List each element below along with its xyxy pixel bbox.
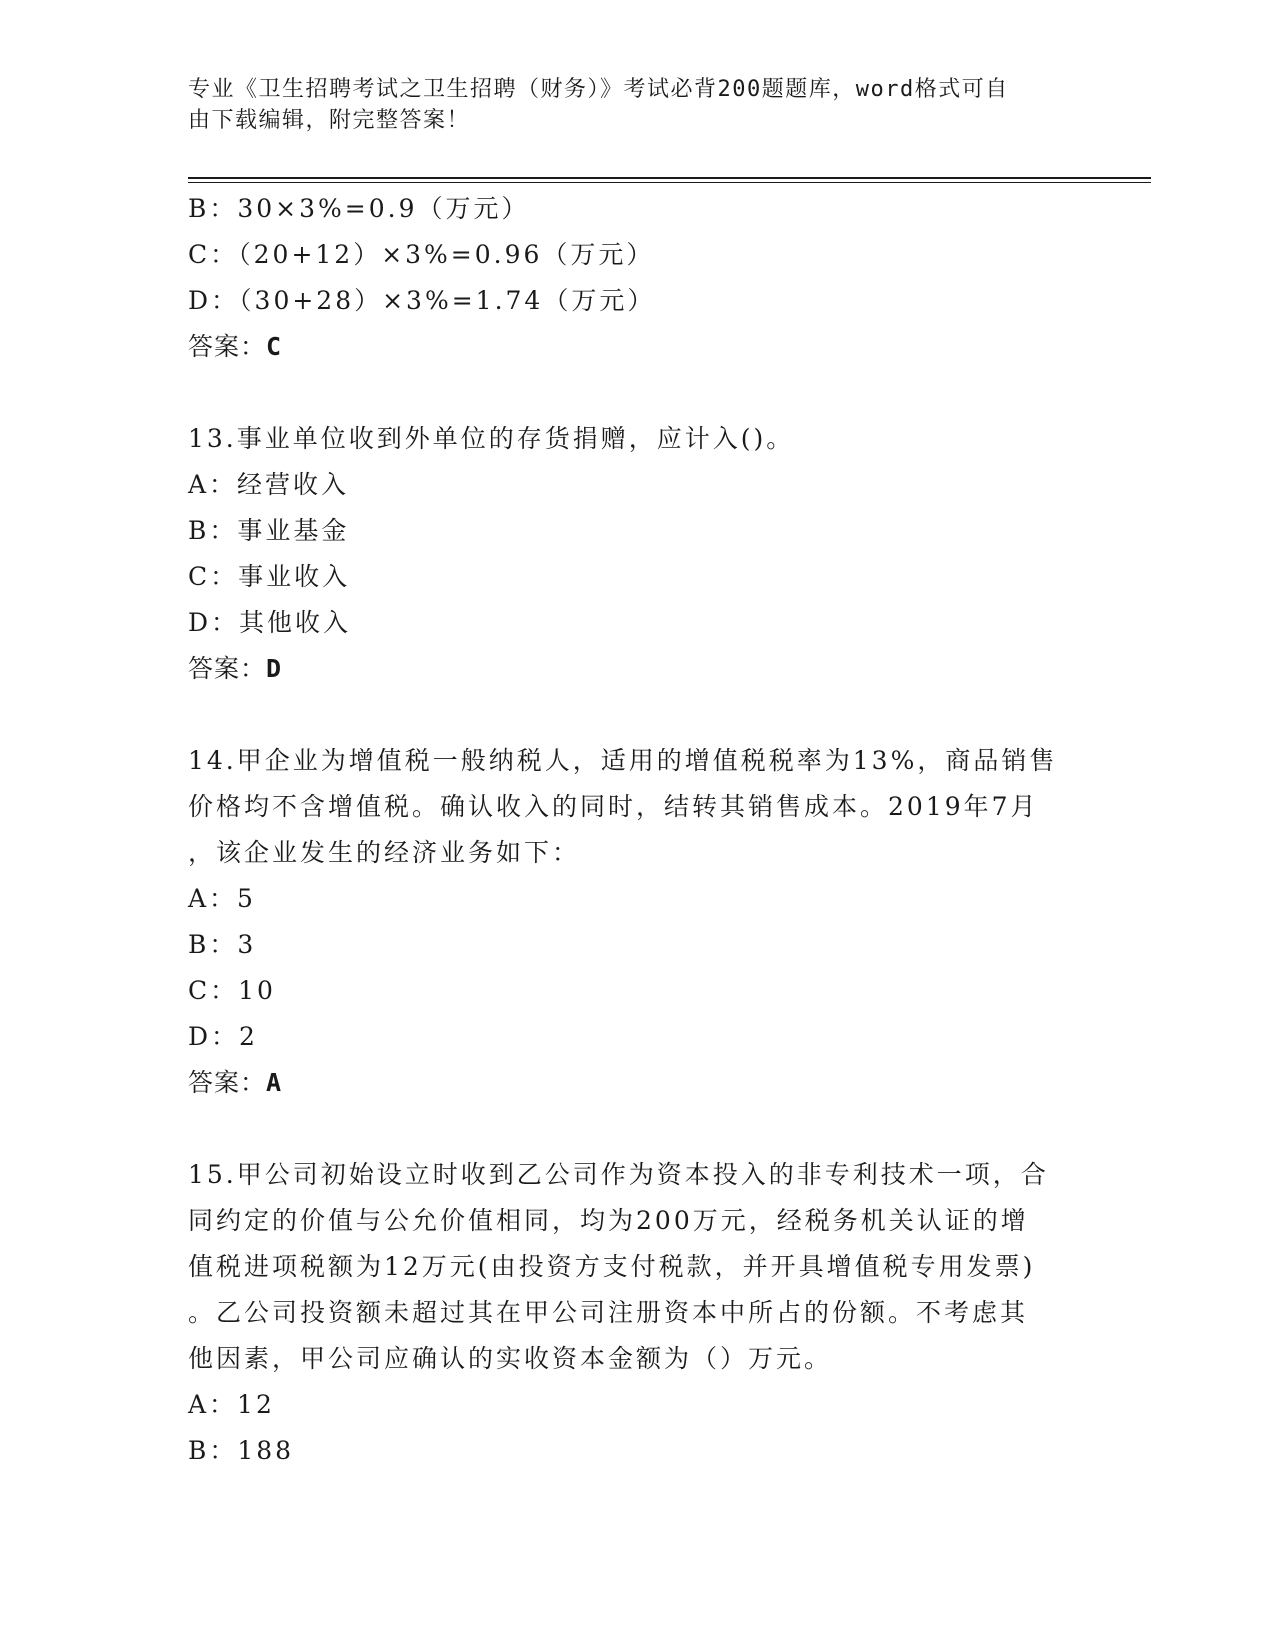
question-stem-line-3: ，该企业发生的经济业务如下： (188, 838, 581, 867)
option-c: C：事业收入 (188, 562, 351, 591)
question-12 (188, 186, 1078, 370)
option-b: B：188 (188, 1436, 295, 1465)
option-a: A：经营收入 (188, 470, 350, 499)
option-c: C：10 (188, 976, 276, 1005)
question-list (188, 186, 1078, 1474)
question-stem: 13.事业单位收到外单位的存货捐赠，应计入()。 (188, 424, 795, 453)
option-a: A：5 (188, 884, 256, 913)
spacer (188, 1106, 1078, 1152)
question-stem-line-1: 14.甲企业为增值税一般纳税人，适用的增值税税率为13%，商品销售 (188, 746, 1058, 775)
question-stem-line-2: 同约定的价值与公允价值相同，均为200万元，经税务机关认证的增 (188, 1206, 1029, 1235)
answer-line (188, 1060, 1078, 1106)
answer-label: 答案： (188, 654, 267, 683)
answer-line (188, 324, 1078, 370)
question-stem-line-2: 价格均不含增值税。确认收入的同时，结转其销售成本。2019年7月 (188, 792, 1039, 821)
option-b: B：3 (188, 930, 257, 959)
option-c: C：（20+12）×3%=0.96（万元） (188, 240, 655, 269)
option-b: B：事业基金 (188, 516, 350, 545)
answer-value: D (266, 654, 283, 683)
header-divider-bottom (188, 182, 1151, 183)
question-stem-line-4: 。乙公司投资额未超过其在甲公司注册资本中所占的份额。不考虑其 (188, 1298, 1029, 1327)
header-divider-top (188, 177, 1151, 179)
answer-value: A (266, 1068, 283, 1097)
question-14 (188, 738, 1078, 1106)
answer-label: 答案： (188, 1068, 267, 1097)
question-stem-line-3: 值税进项税额为12万元(由投资方支付税款，并开具增值税专用发票) (188, 1252, 1036, 1281)
question-stem-line-5: 他因素，甲公司应确认的实收资本金额为（）万元。 (188, 1344, 833, 1373)
spacer (188, 370, 1078, 416)
question-15 (188, 1152, 1078, 1474)
spacer (188, 692, 1078, 738)
document-header (188, 74, 1068, 136)
answer-value: C (266, 332, 283, 361)
option-d: D：其他收入 (188, 608, 352, 637)
option-d: D：2 (188, 1022, 258, 1051)
answer-line (188, 646, 1078, 692)
option-b: B：30×3%=0.9（万元） (188, 194, 530, 223)
option-d: D：（30+28）×3%=1.74（万元） (188, 286, 656, 315)
header-line-1: 专业《卫生招聘考试之卫生招聘（财务）》考试必背200题题库，word格式可自 (188, 77, 1009, 102)
question-13 (188, 416, 1078, 692)
header-line-2: 由下载编辑，附完整答案！ (188, 108, 471, 133)
option-a: A：12 (188, 1390, 275, 1419)
answer-label: 答案： (188, 332, 267, 361)
question-stem-line-1: 15.甲公司初始设立时收到乙公司作为资本投入的非专利技术一项，合 (188, 1160, 1049, 1189)
